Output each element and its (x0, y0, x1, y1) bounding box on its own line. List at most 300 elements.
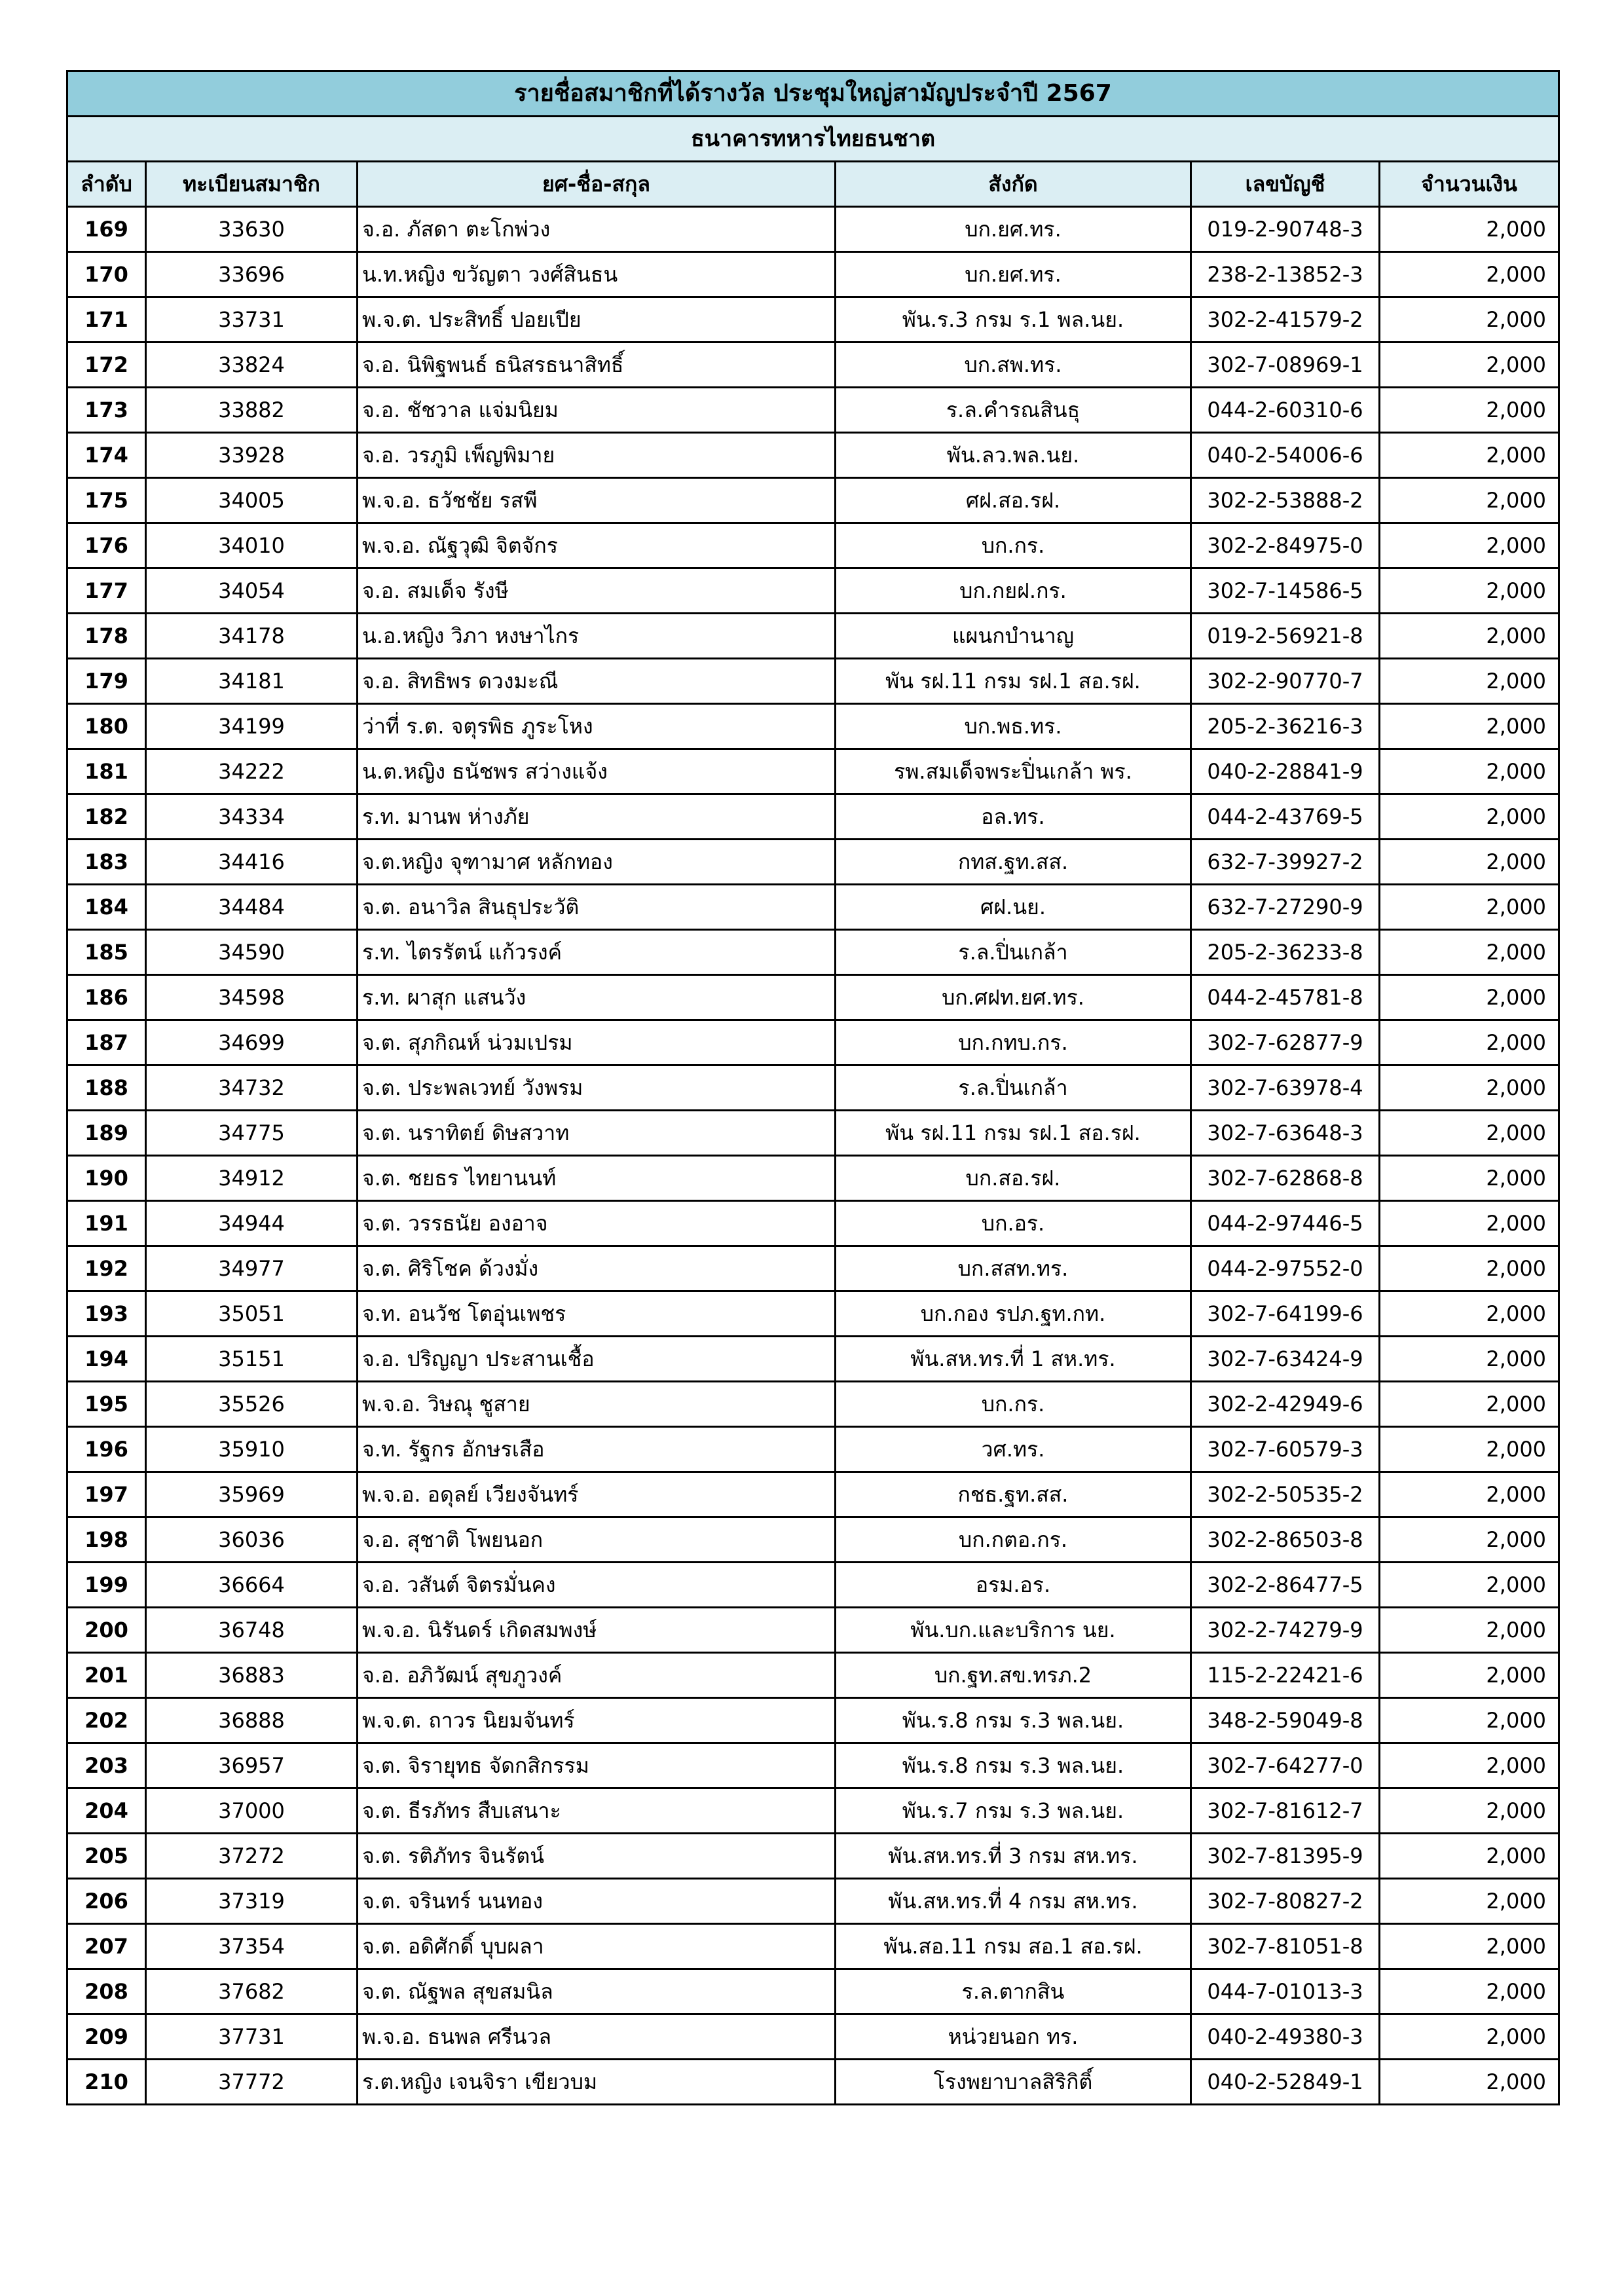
column-header-unit: สังกัด (836, 162, 1191, 207)
cell-member-id: 34590 (146, 930, 358, 975)
cell-account: 040-2-28841-9 (1191, 749, 1380, 794)
cell-amount: 2,000 (1380, 1969, 1559, 2014)
cell-account: 302-2-86503-8 (1191, 1517, 1380, 1563)
cell-name: พ.จ.อ. นิรันดร์ เกิดสมพงษ์ (358, 1608, 836, 1653)
cell-unit: พัน.ร.8 กรม ร.3 พล.นย. (836, 1698, 1191, 1743)
table-row (67, 794, 1559, 840)
cell-amount: 2,000 (1380, 478, 1559, 523)
table-row (67, 1111, 1559, 1156)
column-header-amount: จำนวนเงิน (1380, 162, 1559, 207)
cell-amount: 2,000 (1380, 704, 1559, 749)
cell-name: น.ต.หญิง ธนัชพร สว่างแจ้ง (358, 749, 836, 794)
cell-member-id: 35051 (146, 1291, 358, 1337)
cell-account: 302-2-53888-2 (1191, 478, 1380, 523)
cell-account: 302-7-81051-8 (1191, 1924, 1380, 1969)
cell-amount: 2,000 (1380, 1698, 1559, 1743)
bank-row (67, 117, 1559, 162)
cell-unit: พัน.ร.3 กรม ร.1 พล.นย. (836, 297, 1191, 343)
cell-name: น.ท.หญิง ขวัญตา วงศ์สินธน (358, 252, 836, 297)
cell-amount: 2,000 (1380, 1834, 1559, 1879)
cell-amount: 2,000 (1380, 1427, 1559, 1472)
cell-unit: วศ.ทร. (836, 1427, 1191, 1472)
cell-member-id: 35910 (146, 1427, 358, 1472)
cell-account: 238-2-13852-3 (1191, 252, 1380, 297)
table-row (67, 1201, 1559, 1246)
table-row (67, 433, 1559, 478)
cell-name: น.อ.หญิง วิภา หงษาไกร (358, 614, 836, 659)
cell-seq: 171 (67, 297, 146, 343)
cell-amount: 2,000 (1380, 1924, 1559, 1969)
cell-name: ร.ท. ผาสุก แสนวัง (358, 975, 836, 1020)
cell-amount: 2,000 (1380, 614, 1559, 659)
cell-seq: 209 (67, 2014, 146, 2060)
table-row (67, 1065, 1559, 1111)
cell-unit: บก.อร. (836, 1201, 1191, 1246)
cell-member-id: 34010 (146, 523, 358, 568)
cell-name: จ.ต. จิรายุทธ จัดกสิกรรม (358, 1743, 836, 1788)
cell-seq: 170 (67, 252, 146, 297)
cell-name: พ.จ.ต. ประสิทธิ์ ปอยเปีย (358, 297, 836, 343)
cell-member-id: 34334 (146, 794, 358, 840)
table-row (67, 252, 1559, 297)
cell-account: 302-2-42949-6 (1191, 1382, 1380, 1427)
cell-account: 302-2-41579-2 (1191, 297, 1380, 343)
cell-member-id: 34222 (146, 749, 358, 794)
cell-account: 302-7-63648-3 (1191, 1111, 1380, 1156)
cell-name: จ.ต. ประพลเวทย์ วังพรม (358, 1065, 836, 1111)
table-row (67, 1517, 1559, 1563)
cell-member-id: 36957 (146, 1743, 358, 1788)
cell-account: 302-7-81612-7 (1191, 1788, 1380, 1834)
table-row (67, 885, 1559, 930)
cell-seq: 172 (67, 343, 146, 388)
cell-seq: 196 (67, 1427, 146, 1472)
cell-account: 044-2-43769-5 (1191, 794, 1380, 840)
cell-seq: 200 (67, 1608, 146, 1653)
cell-unit: อรม.อร. (836, 1563, 1191, 1608)
cell-account: 040-2-49380-3 (1191, 2014, 1380, 2060)
table-row (67, 614, 1559, 659)
table-row (67, 478, 1559, 523)
cell-account: 302-2-86477-5 (1191, 1563, 1380, 1608)
cell-unit: หน่วยนอก ทร. (836, 2014, 1191, 2060)
cell-unit: พัน.สห.ทร.ที่ 1 สห.ทร. (836, 1337, 1191, 1382)
table-row (67, 388, 1559, 433)
cell-name: จ.อ. สมเด็จ รังษี (358, 568, 836, 614)
cell-amount: 2,000 (1380, 975, 1559, 1020)
cell-unit: แผนกบำนาญ (836, 614, 1191, 659)
cell-seq: 175 (67, 478, 146, 523)
cell-account: 302-7-64277-0 (1191, 1743, 1380, 1788)
cell-seq: 197 (67, 1472, 146, 1517)
cell-name: จ.ท. รัฐกร อักษรเสือ (358, 1427, 836, 1472)
cell-seq: 178 (67, 614, 146, 659)
cell-account: 044-7-01013-3 (1191, 1969, 1380, 2014)
table-row (67, 1291, 1559, 1337)
cell-amount: 2,000 (1380, 1156, 1559, 1201)
table-row (67, 1698, 1559, 1743)
cell-account: 205-2-36216-3 (1191, 704, 1380, 749)
cell-member-id: 33928 (146, 433, 358, 478)
cell-name: จ.ต. ชยธร ไทยานนท์ (358, 1156, 836, 1201)
cell-account: 632-7-27290-9 (1191, 885, 1380, 930)
cell-member-id: 36883 (146, 1653, 358, 1698)
cell-unit: พัน.ร.8 กรม ร.3 พล.นย. (836, 1743, 1191, 1788)
cell-member-id: 37731 (146, 2014, 358, 2060)
column-header-account: เลขบัญชี (1191, 162, 1380, 207)
cell-member-id: 37319 (146, 1879, 358, 1924)
cell-amount: 2,000 (1380, 1020, 1559, 1065)
cell-unit: กชธ.ฐท.สส. (836, 1472, 1191, 1517)
cell-unit: บก.กยฝ.กร. (836, 568, 1191, 614)
table-row (67, 343, 1559, 388)
cell-account: 302-2-74279-9 (1191, 1608, 1380, 1653)
table-row (67, 1020, 1559, 1065)
cell-seq: 203 (67, 1743, 146, 1788)
cell-amount: 2,000 (1380, 523, 1559, 568)
cell-seq: 180 (67, 704, 146, 749)
column-header-seq: ลำดับ (67, 162, 146, 207)
cell-unit: พัน.ลว.พล.นย. (836, 433, 1191, 478)
table-row (67, 1969, 1559, 2014)
cell-name: จ.ต. อนาวิล สินธุประวัติ (358, 885, 836, 930)
cell-seq: 173 (67, 388, 146, 433)
table-row (67, 1743, 1559, 1788)
cell-seq: 174 (67, 433, 146, 478)
cell-member-id: 34181 (146, 659, 358, 704)
cell-unit: พัน รฝ.11 กรม รฝ.1 สอ.รฝ. (836, 1111, 1191, 1156)
cell-member-id: 33824 (146, 343, 358, 388)
cell-unit: รพ.สมเด็จพระปิ่นเกล้า พร. (836, 749, 1191, 794)
cell-amount: 2,000 (1380, 749, 1559, 794)
cell-unit: บก.กตอ.กร. (836, 1517, 1191, 1563)
cell-name: จ.อ. อภิวัฒน์ สุขภูวงค์ (358, 1653, 836, 1698)
cell-name: จ.อ. สุชาติ โพยนอก (358, 1517, 836, 1563)
cell-seq: 179 (67, 659, 146, 704)
cell-name: จ.ต. อดิศักดิ์ บุบผลา (358, 1924, 836, 1969)
cell-account: 302-7-80827-2 (1191, 1879, 1380, 1924)
cell-amount: 2,000 (1380, 1472, 1559, 1517)
cell-account: 632-7-39927-2 (1191, 840, 1380, 885)
cell-amount: 2,000 (1380, 1291, 1559, 1337)
cell-name: จ.ต. สุภกิณห์ น่วมเปรม (358, 1020, 836, 1065)
cell-account: 044-2-60310-6 (1191, 388, 1380, 433)
cell-account: 040-2-54006-6 (1191, 433, 1380, 478)
table-row (67, 749, 1559, 794)
cell-amount: 2,000 (1380, 343, 1559, 388)
cell-seq: 194 (67, 1337, 146, 1382)
cell-seq: 187 (67, 1020, 146, 1065)
column-header-name: ยศ-ชื่อ-สกุล (358, 162, 836, 207)
table-row (67, 1472, 1559, 1517)
cell-name: จ.อ. ปริญญา ประสานเชื้อ (358, 1337, 836, 1382)
cell-amount: 2,000 (1380, 1111, 1559, 1156)
cell-name: จ.ท. อนวัช โตอุ่นเพชร (358, 1291, 836, 1337)
cell-amount: 2,000 (1380, 1743, 1559, 1788)
cell-account: 302-7-62877-9 (1191, 1020, 1380, 1065)
cell-name: ร.ท. ไตรรัตน์ แก้วรงค์ (358, 930, 836, 975)
column-header-row (67, 162, 1559, 207)
cell-seq: 199 (67, 1563, 146, 1608)
cell-account: 302-7-63978-4 (1191, 1065, 1380, 1111)
table-row (67, 840, 1559, 885)
cell-seq: 190 (67, 1156, 146, 1201)
cell-member-id: 33882 (146, 388, 358, 433)
cell-unit: ศฝ.นย. (836, 885, 1191, 930)
cell-name: จ.อ. วสันต์ จิตรมั่นคง (358, 1563, 836, 1608)
table-row (67, 1788, 1559, 1834)
cell-member-id: 34054 (146, 568, 358, 614)
cell-seq: 202 (67, 1698, 146, 1743)
document-title: รายชื่อสมาชิกที่ได้รางวัล ประชุมใหญ่สามัญประจำปี 2567 (67, 71, 1559, 117)
cell-account: 019-2-90748-3 (1191, 207, 1380, 252)
cell-amount: 2,000 (1380, 388, 1559, 433)
table-row (67, 2014, 1559, 2060)
table-row (67, 930, 1559, 975)
cell-name: พ.จ.อ. อดุลย์ เวียงจันทร์ (358, 1472, 836, 1517)
cell-unit: พัน.สห.ทร.ที่ 3 กรม สห.ทร. (836, 1834, 1191, 1879)
cell-seq: 189 (67, 1111, 146, 1156)
cell-amount: 2,000 (1380, 1201, 1559, 1246)
cell-name: จ.ต. ณัฐพล สุขสมนิล (358, 1969, 836, 2014)
cell-member-id: 37682 (146, 1969, 358, 2014)
cell-name: ว่าที่ ร.ต. จตุรพิธ ภูระโหง (358, 704, 836, 749)
cell-name: จ.อ. สิทธิพร ดวงมะณี (358, 659, 836, 704)
cell-account: 205-2-36233-8 (1191, 930, 1380, 975)
table-row (67, 659, 1559, 704)
cell-member-id: 35526 (146, 1382, 358, 1427)
table-row (67, 297, 1559, 343)
cell-account: 040-2-52849-1 (1191, 2060, 1380, 2105)
cell-amount: 2,000 (1380, 207, 1559, 252)
cell-member-id: 34732 (146, 1065, 358, 1111)
cell-account: 302-7-64199-6 (1191, 1291, 1380, 1337)
cell-amount: 2,000 (1380, 2014, 1559, 2060)
cell-member-id: 37772 (146, 2060, 358, 2105)
cell-amount: 2,000 (1380, 794, 1559, 840)
cell-unit: พัน.บก.และบริการ นย. (836, 1608, 1191, 1653)
cell-member-id: 34598 (146, 975, 358, 1020)
award-members-table (66, 70, 1560, 2105)
cell-name: พ.จ.ต. ถาวร นิยมจันทร์ (358, 1698, 836, 1743)
cell-unit: บก.สอ.รฝ. (836, 1156, 1191, 1201)
cell-member-id: 35151 (146, 1337, 358, 1382)
cell-amount: 2,000 (1380, 1879, 1559, 1924)
table-row (67, 2060, 1559, 2105)
cell-seq: 205 (67, 1834, 146, 1879)
cell-member-id: 33696 (146, 252, 358, 297)
cell-member-id: 34775 (146, 1111, 358, 1156)
cell-member-id: 37000 (146, 1788, 358, 1834)
table-row (67, 1653, 1559, 1698)
table-row (67, 1563, 1559, 1608)
cell-amount: 2,000 (1380, 885, 1559, 930)
cell-name: จ.ต. ศิริโชค ด้วงมั่ง (358, 1246, 836, 1291)
cell-account: 302-2-50535-2 (1191, 1472, 1380, 1517)
cell-seq: 169 (67, 207, 146, 252)
cell-member-id: 37272 (146, 1834, 358, 1879)
cell-unit: ร.ล.ตากสิน (836, 1969, 1191, 2014)
cell-seq: 176 (67, 523, 146, 568)
cell-member-id: 36748 (146, 1608, 358, 1653)
table-row (67, 568, 1559, 614)
cell-unit: บก.สสท.ทร. (836, 1246, 1191, 1291)
cell-unit: บก.ฐท.สข.ทรภ.2 (836, 1653, 1191, 1698)
table-row (67, 975, 1559, 1020)
cell-member-id: 34699 (146, 1020, 358, 1065)
cell-unit: บก.ศฝท.ยศ.ทร. (836, 975, 1191, 1020)
cell-amount: 2,000 (1380, 1337, 1559, 1382)
cell-member-id: 34005 (146, 478, 358, 523)
table-row (67, 1834, 1559, 1879)
cell-seq: 210 (67, 2060, 146, 2105)
cell-member-id: 34416 (146, 840, 358, 885)
cell-unit: บก.พธ.ทร. (836, 704, 1191, 749)
cell-amount: 2,000 (1380, 1246, 1559, 1291)
cell-name: จ.ต.หญิง จุฑามาศ หลักทอง (358, 840, 836, 885)
cell-member-id: 34977 (146, 1246, 358, 1291)
cell-name: ร.ต.หญิง เจนจิรา เขียวบม (358, 2060, 836, 2105)
cell-seq: 198 (67, 1517, 146, 1563)
table-body (67, 207, 1559, 2105)
cell-member-id: 37354 (146, 1924, 358, 1969)
cell-account: 348-2-59049-8 (1191, 1698, 1380, 1743)
cell-amount: 2,000 (1380, 297, 1559, 343)
cell-unit: บก.กทบ.กร. (836, 1020, 1191, 1065)
table-row (67, 1879, 1559, 1924)
cell-name: พ.จ.อ. ณัฐวุฒิ จิตจักร (358, 523, 836, 568)
cell-unit: โรงพยาบาลสิริกิติ์ (836, 2060, 1191, 2105)
cell-amount: 2,000 (1380, 659, 1559, 704)
cell-seq: 177 (67, 568, 146, 614)
cell-member-id: 33630 (146, 207, 358, 252)
table-row (67, 1156, 1559, 1201)
cell-account: 044-2-45781-8 (1191, 975, 1380, 1020)
cell-amount: 2,000 (1380, 1608, 1559, 1653)
table-row (67, 1608, 1559, 1653)
cell-member-id: 34178 (146, 614, 358, 659)
cell-unit: บก.กอง รปภ.ฐท.กท. (836, 1291, 1191, 1337)
cell-unit: ศฝ.สอ.รฝ. (836, 478, 1191, 523)
cell-seq: 204 (67, 1788, 146, 1834)
cell-account: 302-7-08969-1 (1191, 343, 1380, 388)
cell-amount: 2,000 (1380, 1653, 1559, 1698)
cell-unit: พัน.สห.ทร.ที่ 4 กรม สห.ทร. (836, 1879, 1191, 1924)
column-header-member-id: ทะเบียนสมาชิก (146, 162, 358, 207)
cell-seq: 207 (67, 1924, 146, 1969)
cell-account: 302-2-84975-0 (1191, 523, 1380, 568)
cell-amount: 2,000 (1380, 1382, 1559, 1427)
cell-unit: บก.สพ.ทร. (836, 343, 1191, 388)
cell-member-id: 35969 (146, 1472, 358, 1517)
cell-seq: 186 (67, 975, 146, 1020)
cell-seq: 181 (67, 749, 146, 794)
cell-amount: 2,000 (1380, 2060, 1559, 2105)
cell-seq: 183 (67, 840, 146, 885)
cell-name: พ.จ.อ. ธนพล ศรีนวล (358, 2014, 836, 2060)
table-row (67, 207, 1559, 252)
cell-unit: บก.กร. (836, 523, 1191, 568)
cell-member-id: 34944 (146, 1201, 358, 1246)
table-row (67, 704, 1559, 749)
cell-account: 044-2-97552-0 (1191, 1246, 1380, 1291)
cell-name: จ.ต. จรินทร์ นนทอง (358, 1879, 836, 1924)
table-row (67, 1382, 1559, 1427)
cell-member-id: 36664 (146, 1563, 358, 1608)
cell-member-id: 34912 (146, 1156, 358, 1201)
cell-unit: ร.ล.ปิ่นเกล้า (836, 930, 1191, 975)
cell-unit: พัน รฝ.11 กรม รฝ.1 สอ.รฝ. (836, 659, 1191, 704)
cell-seq: 192 (67, 1246, 146, 1291)
table-row (67, 1337, 1559, 1382)
cell-amount: 2,000 (1380, 252, 1559, 297)
cell-unit: บก.ยศ.ทร. (836, 252, 1191, 297)
cell-name: จ.ต. นราทิตย์ ดิษสวาท (358, 1111, 836, 1156)
cell-amount: 2,000 (1380, 433, 1559, 478)
cell-seq: 188 (67, 1065, 146, 1111)
cell-unit: ร.ล.คำรณสินธุ (836, 388, 1191, 433)
cell-seq: 201 (67, 1653, 146, 1698)
cell-amount: 2,000 (1380, 1563, 1559, 1608)
cell-account: 302-7-81395-9 (1191, 1834, 1380, 1879)
cell-name: จ.อ. วรภูมิ เพ็ญพิมาย (358, 433, 836, 478)
cell-seq: 195 (67, 1382, 146, 1427)
cell-name: พ.จ.อ. ธวัชชัย รสพี (358, 478, 836, 523)
cell-name: จ.อ. ภัสดา ตะโกพ่วง (358, 207, 836, 252)
cell-unit: อล.ทร. (836, 794, 1191, 840)
table-row (67, 1427, 1559, 1472)
cell-member-id: 36036 (146, 1517, 358, 1563)
table-row (67, 1246, 1559, 1291)
table-row (67, 1924, 1559, 1969)
cell-unit: กทส.ฐท.สส. (836, 840, 1191, 885)
cell-name: จ.อ. ชัชวาล แจ่มนิยม (358, 388, 836, 433)
cell-account: 302-7-14586-5 (1191, 568, 1380, 614)
cell-seq: 193 (67, 1291, 146, 1337)
cell-unit: พัน.สอ.11 กรม สอ.1 สอ.รฝ. (836, 1924, 1191, 1969)
cell-seq: 191 (67, 1201, 146, 1246)
cell-unit: บก.กร. (836, 1382, 1191, 1427)
cell-unit: ร.ล.ปิ่นเกล้า (836, 1065, 1191, 1111)
cell-member-id: 36888 (146, 1698, 358, 1743)
cell-amount: 2,000 (1380, 1517, 1559, 1563)
cell-account: 302-7-62868-8 (1191, 1156, 1380, 1201)
cell-amount: 2,000 (1380, 1065, 1559, 1111)
cell-seq: 182 (67, 794, 146, 840)
cell-name: จ.ต. ธีรภัทร สืบเสนาะ (358, 1788, 836, 1834)
cell-account: 302-2-90770-7 (1191, 659, 1380, 704)
cell-seq: 208 (67, 1969, 146, 2014)
cell-name: ร.ท. มานพ ห่างภัย (358, 794, 836, 840)
cell-account: 044-2-97446-5 (1191, 1201, 1380, 1246)
cell-member-id: 34199 (146, 704, 358, 749)
cell-name: จ.อ. นิพิฐพนธ์ ธนิสรธนาสิทธิ์ (358, 343, 836, 388)
cell-seq: 185 (67, 930, 146, 975)
cell-account: 115-2-22421-6 (1191, 1653, 1380, 1698)
cell-account: 302-7-63424-9 (1191, 1337, 1380, 1382)
cell-amount: 2,000 (1380, 930, 1559, 975)
cell-name: จ.ต. วรรธนัย องอาจ (358, 1201, 836, 1246)
cell-seq: 206 (67, 1879, 146, 1924)
cell-seq: 184 (67, 885, 146, 930)
cell-name: จ.ต. รติภัทร จินรัตน์ (358, 1834, 836, 1879)
cell-name: พ.จ.อ. วิษณุ ชูสาย (358, 1382, 836, 1427)
cell-amount: 2,000 (1380, 1788, 1559, 1834)
cell-account: 302-7-60579-3 (1191, 1427, 1380, 1472)
bank-name: ธนาคารทหารไทยธนชาต (67, 117, 1559, 162)
cell-account: 019-2-56921-8 (1191, 614, 1380, 659)
cell-member-id: 34484 (146, 885, 358, 930)
